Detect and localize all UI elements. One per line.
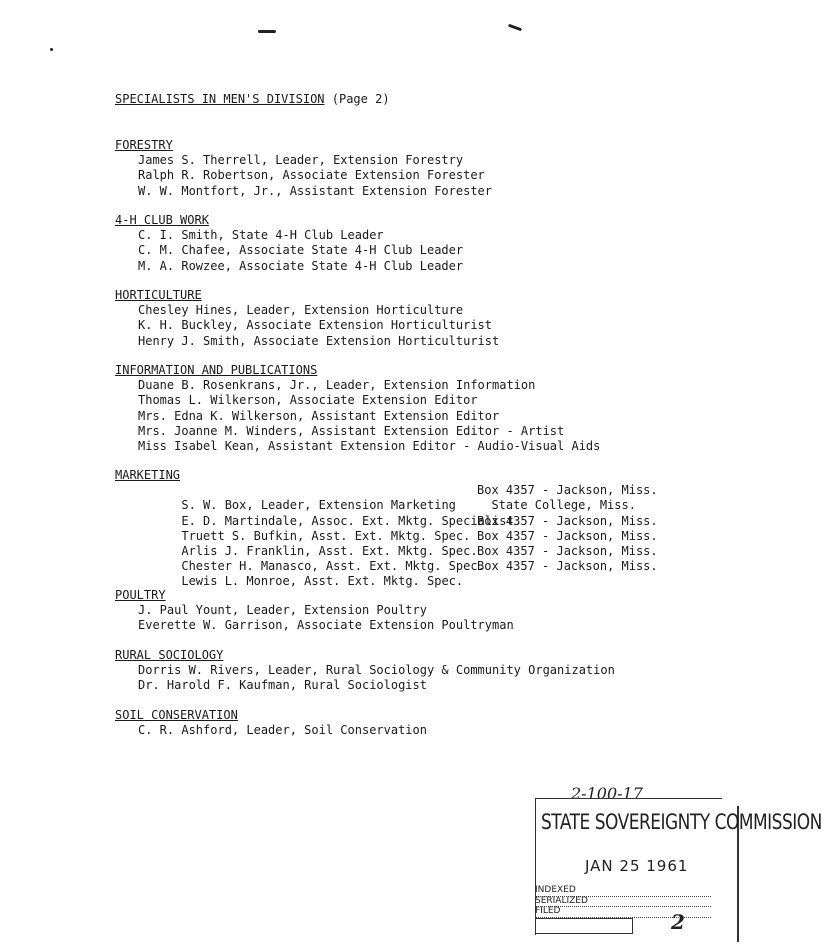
stamp-agency: STATE SOVEREIGNTY COMMISSION	[541, 810, 822, 835]
list-item	[115, 543, 658, 574]
marketing-address: Box 4357 - Jackson, Miss.	[477, 483, 658, 498]
list-item: Mrs. Joanne M. Winders, Assistant Extension Editor - Artist	[138, 423, 565, 438]
list-item: Dr. Harold F. Kaufman, Rural Sociologist	[138, 678, 427, 693]
section-marketing	[115, 468, 658, 589]
list-item: C. M. Chafee, Associate State 4-H Club Leader	[138, 243, 464, 258]
marketing-name: Lewis L. Monroe, Asst. Ext. Mktg. Spec.	[181, 574, 464, 589]
marketing-address: Box 4357 - Jackson, Miss.	[477, 528, 658, 543]
list-item: Mrs. Edna K. Wilkerson, Assistant Extension Editor	[138, 408, 500, 423]
marketing-address: Box 4357 - Jackson, Miss.	[477, 543, 658, 558]
stamp-field-indexed: INDEXED	[535, 886, 711, 897]
stamp-bottom-box	[535, 918, 633, 934]
list-item: Ralph R. Robertson, Associate Extension Forester	[138, 168, 485, 183]
list-item: M. A. Rowzee, Associate State 4-H Club Leader	[138, 258, 464, 273]
section-heading: 4-H CLUB WORK	[115, 213, 209, 227]
marketing-address: Box 4357 - Jackson, Miss.	[477, 559, 658, 574]
title-main: SPECIALISTS IN MEN'S DIVISION	[115, 92, 325, 106]
stamp-date: JAN 25 1961	[585, 857, 689, 875]
section-heading: POULTRY	[115, 588, 166, 602]
title-page: (Page 2)	[331, 92, 390, 106]
stamp-field-serialized: SERIALIZED	[535, 897, 711, 908]
marketing-name: Truett S. Bufkin, Asst. Ext. Mktg. Spec.	[181, 528, 471, 543]
list-item: W. W. Montfort, Jr., Assistant Extension Forester	[138, 183, 493, 198]
handwritten-file-number: 2-100-17	[571, 784, 643, 803]
stamp-field-filed: FILED	[535, 907, 711, 918]
section-4h-club-work	[115, 213, 463, 274]
section-heading: FORESTRY	[115, 138, 173, 152]
scan-mark-top-right	[508, 24, 522, 32]
list-item: James S. Therrell, Leader, Extension Forestry	[138, 153, 464, 168]
section-forestry	[115, 138, 492, 199]
marketing-address: Box 4357 - Jackson, Miss.	[477, 513, 658, 528]
list-item: J. Paul Yount, Leader, Extension Poultry	[138, 603, 427, 618]
marketing-name: Chester H. Manasco, Asst. Ext. Mktg. Spec.	[181, 559, 485, 574]
list-item: Duane B. Rosenkrans, Jr., Leader, Extension Information	[138, 378, 536, 393]
section-information-publications	[115, 363, 600, 454]
section-heading: HORTICULTURE	[115, 288, 202, 302]
list-item: Miss Isabel Kean, Assistant Extension Editor - Audio-Visual Aids	[138, 439, 601, 454]
archive-stamp	[531, 782, 822, 942]
scan-speck	[50, 48, 53, 51]
scan-mark-top-left	[258, 30, 276, 33]
marketing-name: Arlis J. Franklin, Asst. Ext. Mktg. Spec.	[181, 543, 478, 558]
list-item: C. I. Smith, State 4-H Club Leader	[138, 228, 384, 243]
marketing-address: State College, Miss.	[477, 498, 636, 513]
list-item: Chesley Hines, Leader, Extension Horticulture	[138, 303, 464, 318]
section-soil-conservation	[115, 708, 427, 738]
list-item: Dorris W. Rivers, Leader, Rural Sociology & Community Organization	[138, 663, 615, 678]
list-item: C. R. Ashford, Leader, Soil Conservation	[138, 723, 427, 738]
marketing-name: E. D. Martindale, Assoc. Ext. Mktg. Specialist	[181, 513, 514, 528]
list-item: K. H. Buckley, Associate Extension Horticulturist	[138, 318, 493, 333]
stamp-initials: 2	[671, 910, 685, 934]
section-heading: RURAL SOCIOLOGY	[115, 648, 224, 662]
list-item: Everette W. Garrison, Associate Extension Poultryman	[138, 618, 514, 633]
section-heading: INFORMATION AND PUBLICATIONS	[115, 363, 318, 377]
marketing-name: S. W. Box, Leader, Extension Marketing	[181, 498, 456, 513]
section-heading: SOIL CONSERVATION	[115, 708, 238, 722]
section-heading: MARKETING	[115, 468, 181, 482]
page-title	[115, 92, 390, 106]
list-item: Thomas L. Wilkerson, Associate Extension Editor	[138, 393, 478, 408]
list-item	[115, 528, 658, 558]
section-rural-sociology	[115, 648, 615, 694]
section-horticulture	[115, 288, 499, 349]
section-poultry	[115, 588, 514, 634]
list-item	[115, 513, 658, 543]
list-item	[115, 559, 658, 589]
list-item: Henry J. Smith, Associate Extension Horticulturist	[138, 333, 500, 348]
